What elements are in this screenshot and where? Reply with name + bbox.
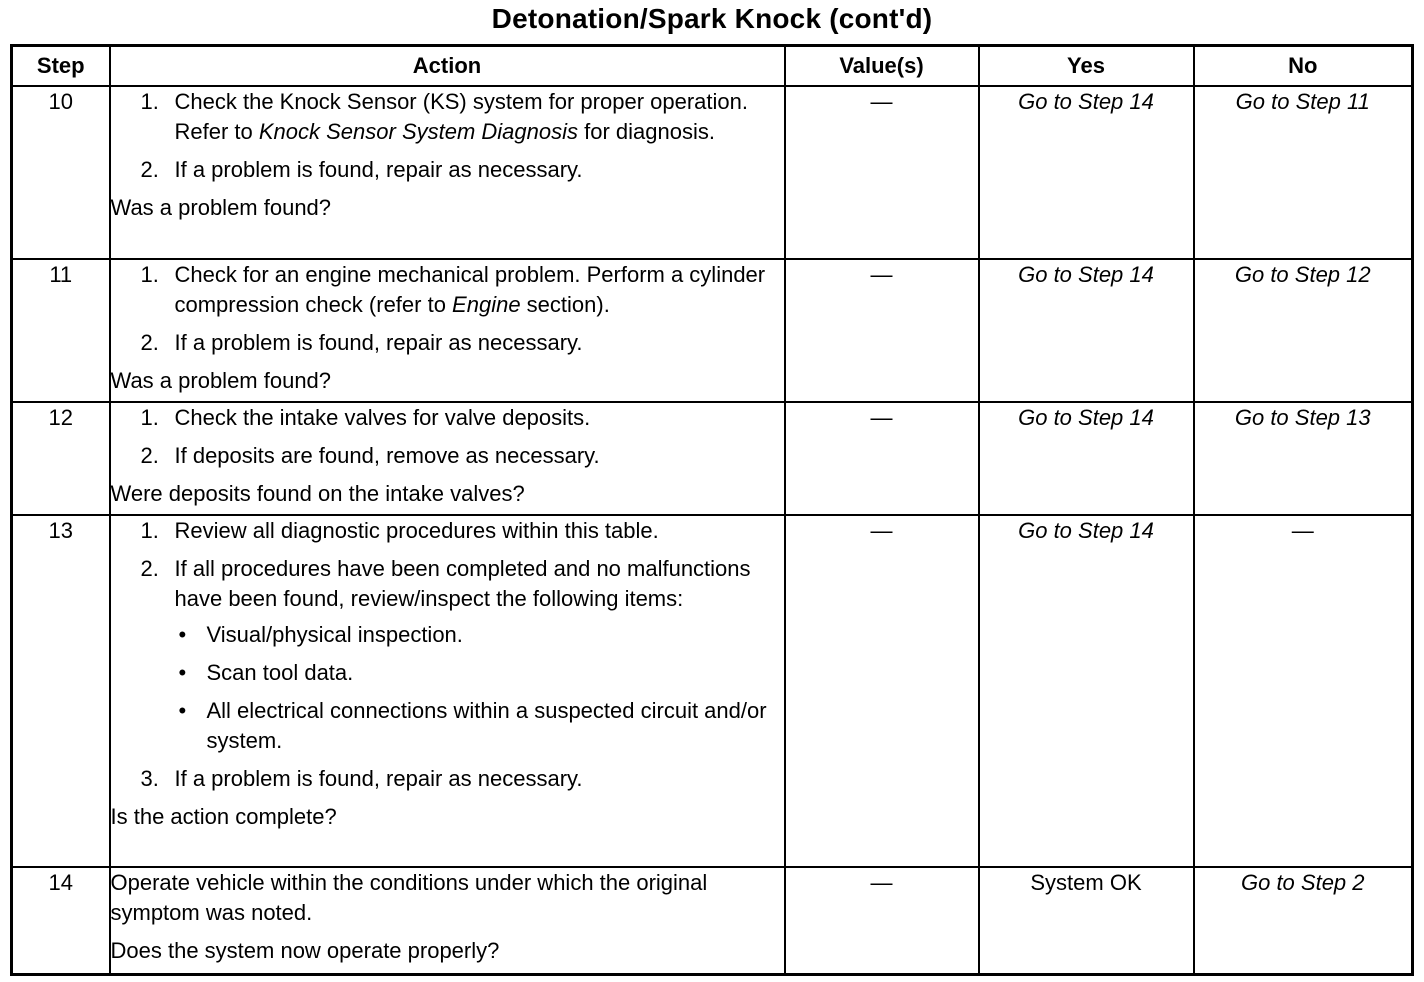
header-action: Action xyxy=(110,46,785,87)
step-index: 1. xyxy=(140,262,159,287)
yes-cell: Go to Step 14 xyxy=(979,402,1194,515)
no-cell: — xyxy=(1194,515,1413,867)
bullet-icon: • xyxy=(178,698,187,723)
list-item: • All electrical connections within a suspected circuit and/or system. xyxy=(178,698,767,753)
step-index: 2. xyxy=(140,157,159,182)
header-row xyxy=(12,46,1413,87)
action-step: 2. If deposits are found, remove as necessary. xyxy=(111,441,784,471)
bullet-icon: • xyxy=(178,660,187,685)
header-no: No xyxy=(1194,46,1413,87)
value-cell: — xyxy=(785,515,979,867)
list-item: • Scan tool data. xyxy=(175,658,784,688)
action-step: 3. If a problem is found, repair as necessary. xyxy=(111,764,784,794)
action-cell xyxy=(110,867,785,974)
question-text: Is the action complete? xyxy=(110,804,337,829)
action-step: 2. If a problem is found, repair as necessary. xyxy=(111,328,784,358)
inspection-list xyxy=(175,620,784,756)
table-row xyxy=(12,86,1413,259)
step-index: 2. xyxy=(140,443,159,468)
action-step: 2. If a problem is found, repair as necessary. xyxy=(111,155,784,185)
step-index: 2. xyxy=(140,556,159,581)
diagnostic-table xyxy=(10,44,1414,976)
action-cell xyxy=(110,402,785,515)
value-cell: — xyxy=(785,259,979,402)
question-text: Was a problem found? xyxy=(110,368,332,393)
table-row xyxy=(12,867,1413,974)
no-cell: Go to Step 13 xyxy=(1194,402,1413,515)
table-row xyxy=(12,259,1413,402)
yes-cell: Go to Step 14 xyxy=(979,515,1194,867)
step-index: 1. xyxy=(140,89,159,114)
action-step: 1. Check for an engine mechanical problem. Perform a cylinder compression check (refer to Engine section). xyxy=(140,262,766,317)
table-row xyxy=(12,402,1413,515)
reference-link-text: Knock Sensor System Diagnosis xyxy=(258,119,579,144)
action-step: 2. If all procedures have been completed and no malfunctions have been found, review/inspect the following items: • Visual/physical inspection. • Scan tool data. • All electrical connections within a suspected circuit and/or system. xyxy=(111,554,784,756)
yes-cell: Go to Step 14 xyxy=(979,86,1194,259)
reference-link-text: Engine xyxy=(452,292,521,317)
step-index: 1. xyxy=(140,518,159,543)
step-index: 3. xyxy=(140,766,159,791)
header-step: Step xyxy=(12,46,110,87)
page-title: Detonation/Spark Knock (cont'd) xyxy=(491,3,933,34)
action-cell xyxy=(110,259,785,402)
yes-cell: Go to Step 14 xyxy=(979,259,1194,402)
step-index: 1. xyxy=(140,405,159,430)
bullet-icon: • xyxy=(178,622,187,647)
step-number: 10 xyxy=(12,86,110,259)
question-text: Were deposits found on the intake valves? xyxy=(110,481,525,506)
action-step: 1. Check the Knock Sensor (KS) system for proper operation. Refer to Knock Sensor System Diagnosis for diagnosis. xyxy=(140,89,748,144)
header-yes: Yes xyxy=(979,46,1194,87)
table-row xyxy=(12,515,1413,867)
action-cell xyxy=(110,86,785,259)
value-cell: — xyxy=(785,86,979,259)
action-cell xyxy=(110,515,785,867)
question-text: Does the system now operate properly? xyxy=(110,938,500,963)
header-value: Value(s) xyxy=(785,46,979,87)
value-cell: — xyxy=(785,867,979,974)
step-number: 11 xyxy=(12,259,110,402)
action-text: Operate vehicle within the conditions under which the original symptom was noted. xyxy=(110,870,708,925)
step-number: 14 xyxy=(12,867,110,974)
step-index: 2. xyxy=(140,330,159,355)
no-cell: Go to Step 12 xyxy=(1194,259,1413,402)
no-cell: Go to Step 2 xyxy=(1194,867,1413,974)
value-cell: — xyxy=(785,402,979,515)
action-step: 1. Review all diagnostic procedures within this table. xyxy=(111,516,784,546)
step-number: 12 xyxy=(12,402,110,515)
list-item: • Visual/physical inspection. xyxy=(175,620,784,650)
yes-cell: System OK xyxy=(979,867,1194,974)
action-step: 1. Check the intake valves for valve deposits. xyxy=(111,403,784,433)
question-text: Was a problem found? xyxy=(110,195,332,220)
step-number: 13 xyxy=(12,515,110,867)
no-cell: Go to Step 11 xyxy=(1194,86,1413,259)
